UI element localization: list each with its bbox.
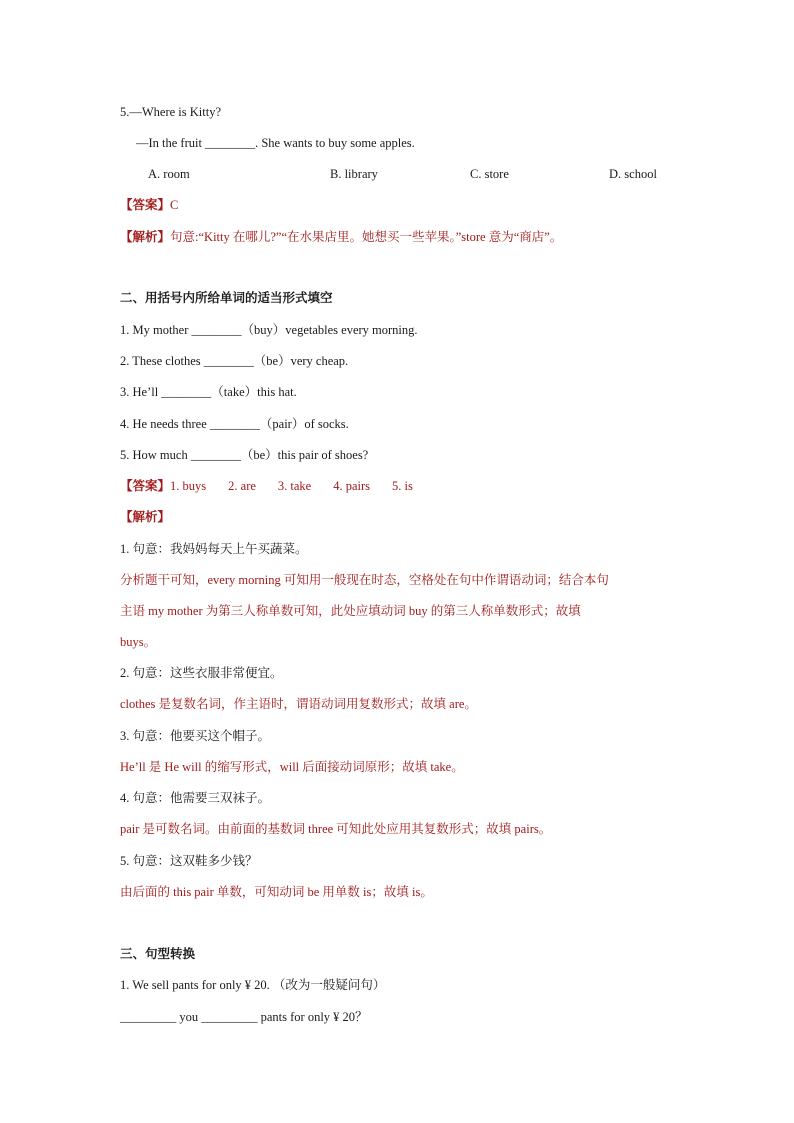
q5-option-a: A. room <box>148 167 190 181</box>
answer-1: 1. buys <box>170 479 207 493</box>
answer-4: 4. pairs <box>333 479 371 493</box>
explanation-2-meaning: 2. 句意：这些衣服非常便宜。 <box>120 666 283 680</box>
answer-5: 5. is <box>392 479 413 493</box>
section2-item-3: 3. He’ll ________（take）this hat. <box>120 385 297 399</box>
explanation-1-line-1: 分析题干可知，every morning 可知用一般现在时态，空格处在句中作谓语动词；结合本句 <box>120 573 609 587</box>
explanation-4-meaning: 4. 句意：他需要三双袜子。 <box>120 791 271 805</box>
section2-heading: 二、用括号内所给单词的适当形式填空 <box>120 291 333 305</box>
analysis-tag: 【解析】 <box>120 230 171 244</box>
section2-item-1: 1. My mother ________（buy）vegetables every morning. <box>120 323 418 337</box>
answer-2: 2. are <box>228 479 256 493</box>
explanation-1-line-2: 主语 my mother 为第三人称单数可知，此处应填动词 buy 的第三人称单数形式；故填 <box>120 604 581 618</box>
analysis-text: 句意:“Kitty 在哪儿?”“在水果店里。她想买一些苹果。”store 意为“商店”。 <box>170 230 563 244</box>
q5-reply: —In the fruit ________. She wants to buy some apples. <box>136 136 415 150</box>
explanation-1-line-3: buys。 <box>120 635 157 649</box>
explanation-1-meaning: 1. 句意：我妈妈每天上午买蔬菜。 <box>120 542 308 556</box>
explanation-2-line-1: clothes 是复数名词，作主语时，谓语动词用复数形式；故填 are。 <box>120 697 477 711</box>
explanation-5-meaning: 5. 句意：这双鞋多少钱？ <box>120 854 258 868</box>
section2-answers <box>120 478 413 494</box>
section2-item-5: 5. How much ________（be）this pair of shoes? <box>120 448 369 462</box>
answer-value: C <box>170 198 179 212</box>
answer-tag: 【答案】 <box>120 198 171 212</box>
section2-item-2: 2. These clothes ________（be）very cheap. <box>120 354 349 368</box>
section3-item-1-blank: _________ you _________ pants for only ¥ 20？ <box>120 1010 368 1024</box>
q5-option-d: D. school <box>609 167 657 181</box>
explanation-4-line-1: pair 是可数名词。由前面的基数词 three 可知此处应用其复数形式；故填 pairs。 <box>120 822 552 836</box>
explanation-3-meaning: 3. 句意：他要买这个帽子。 <box>120 729 271 743</box>
section2-analysis-tag: 【解析】 <box>120 510 171 524</box>
explanation-5-line-1: 由后面的 this pair 单数，可知动词 be 用单数 is；故填 is。 <box>120 885 433 899</box>
answer-tag: 【答案】 <box>120 479 171 493</box>
q5-question: 5.—Where is Kitty? <box>120 105 222 119</box>
q5-option-b: B. library <box>330 167 378 181</box>
q5-analysis <box>120 229 562 245</box>
section3-heading: 三、句型转换 <box>120 947 196 961</box>
explanation-3-line-1: He’ll 是 He will 的缩写形式，will 后面接动词原形；故填 take。 <box>120 760 464 774</box>
section2-item-4: 4. He needs three ________（pair）of socks. <box>120 417 349 431</box>
q5-answer <box>120 197 178 213</box>
q5-option-c: C. store <box>470 167 509 181</box>
section3-item-1: 1. We sell pants for only ¥ 20. （改为一般疑问句） <box>120 978 386 992</box>
answer-3: 3. take <box>277 479 312 493</box>
